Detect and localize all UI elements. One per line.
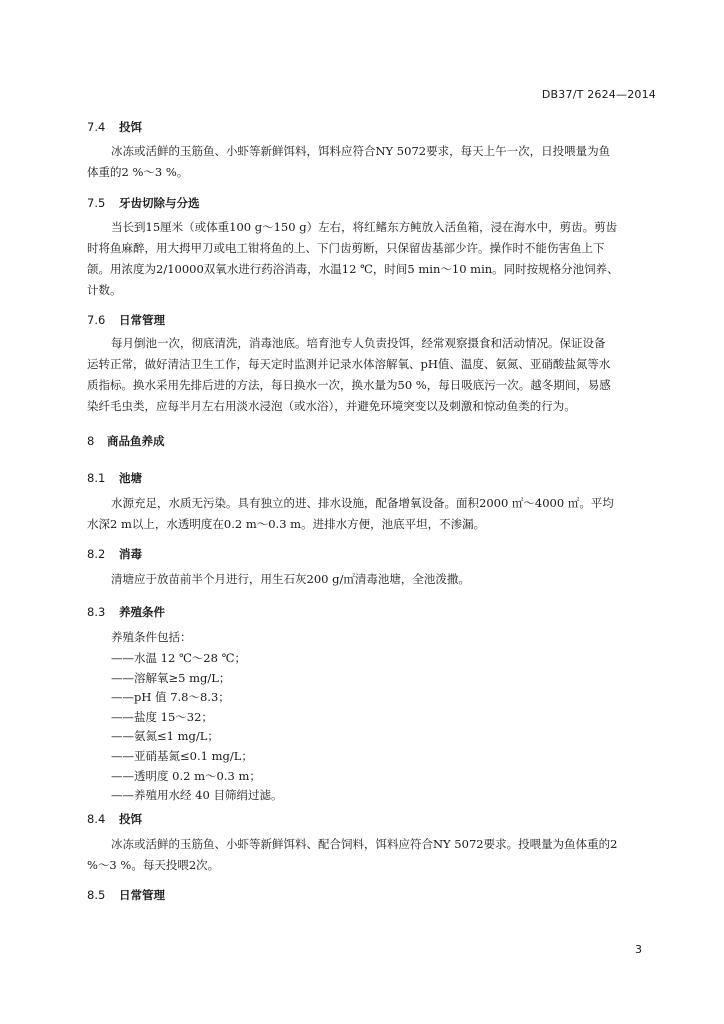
list-item: ——盐度 15～32； [111,709,213,724]
text-line: 质指标。换水采用先排后进的方法，每日换水一次，换水量为50 %，每日吸底污一次。越冬期间，易感 [87,378,611,392]
list-item: ——pH 值 7.8～8.3； [111,690,230,705]
section-title: 牙齿切除与分选 [119,196,200,210]
list-item: ——水温 12 ℃～28 ℃； [111,651,246,665]
page-number: 3 [635,943,642,956]
section-number: 7.6 [87,313,106,327]
list-item: ——透明度 0.2 m～0.3 m； [111,768,261,783]
section-number: 8.2 [87,547,106,561]
list-item: ——溶解氧≥5 mg/L； [111,670,231,685]
list-item: ——氨氮≤1 mg/L； [111,729,219,744]
text-line: 水深2 m以上，水透明度在0.2 m～0.3 m。进排水方便，池底平坦，不渗漏。 [87,517,486,531]
section-8-2-text [87,569,653,590]
section-heading-7-6 [87,312,165,328]
section-title: 消毒 [119,547,142,561]
text-line: 染纤毛虫类，应每半月左右用淡水浸泡（或水浴），并避免环境突变以及刺激和惊动鱼类的行为。 [87,399,576,413]
section-heading-8-2 [87,546,142,562]
section-heading-7-4 [87,119,142,135]
text-line: 养殖条件包括： [111,630,192,644]
section-heading-8-1 [87,470,142,486]
text-line: 体重的2 %～3 %。 [87,165,189,179]
text-line: 当长到15厘米（或体重100 g～150 g）左右，将红鳍东方鲀放入活鱼箱，浸在海水中，剪齿。剪齿 [111,220,618,234]
list-item: ——养殖用水经 40 目筛绢过滤。 [111,788,283,803]
section-number: 7.5 [87,196,106,210]
text-line: 时将鱼麻醉，用大拇甲刀或电工钳将鱼的上、下门齿剪断，只保留齿基部少许。操作时不能伤害鱼上下 [87,241,605,255]
section-number: 8.4 [87,812,106,826]
section-title: 投饵 [119,120,142,134]
text-line: 清塘应于放苗前半个月进行，用生石灰200 g/㎡清毒池塘，全池泼撒。 [111,572,470,586]
section-heading-8-4 [87,811,142,827]
text-line: %～3 %。每天投喂2次。 [87,858,220,872]
chapter-title: 商品鱼养成 [107,434,165,448]
text-line: 颌。用浓度为2/10000双氧水进行药浴消毒，水温12 ℃，时间5 min～10 min。同时按规格分池饲养、 [87,262,619,276]
section-8-1-text [87,493,653,535]
section-number: 7.4 [87,120,106,134]
section-title: 投饵 [119,812,142,826]
section-title: 日常管理 [119,313,165,327]
section-7-4-text [87,141,653,183]
list-item: ——亚硝基氮≤0.1 mg/L； [111,748,253,763]
text-line: 冰冻或活鲜的玉筋鱼、小虾等新鲜饵料，饵料应符合NY 5072要求，每天上午一次，日投喂量为鱼 [111,144,611,158]
section-number: 8.1 [87,471,106,485]
text-line: 水源充足，水质无污染。具有独立的进、排水设施，配备增氧设备。面积2000 ㎡～4000 ㎡。平均 [111,496,614,510]
doc-code-header: DB37/T 2624—2014 [541,88,656,101]
section-title: 日常管理 [119,888,165,902]
text-line: 每月倒池一次，彻底清洗，消毒池底。培育池专人负责投饵，经常观察摄食和活动情况。保证设备 [111,336,606,350]
section-title: 养殖条件 [119,605,165,619]
chapter-number: 8 [87,434,95,448]
section-heading-7-5 [87,195,200,211]
section-number: 8.3 [87,605,106,619]
section-number: 8.5 [87,888,106,902]
section-7-6-text [87,333,653,417]
text-line: 运转正常，做好清洁卫生工作，每天定时监测并记录水体溶解氧、pH值、温度、氨氮、亚硝酸盐氮等水 [87,357,611,371]
chapter-heading-8 [87,433,165,449]
text-line: 计数。 [87,283,122,297]
section-8-3-intro [87,627,653,648]
section-heading-8-3 [87,604,165,620]
section-heading-8-5 [87,887,165,903]
section-title: 池塘 [119,471,142,485]
section-8-4-text [87,834,653,876]
section-7-5-text [87,217,653,301]
text-line: 冰冻或活鲜的玉筋鱼、小虾等新鲜饵料、配合饲料，饵料应符合NY 5072要求。投喂量为鱼体重的2 [111,837,618,851]
conditions-list [111,649,282,806]
